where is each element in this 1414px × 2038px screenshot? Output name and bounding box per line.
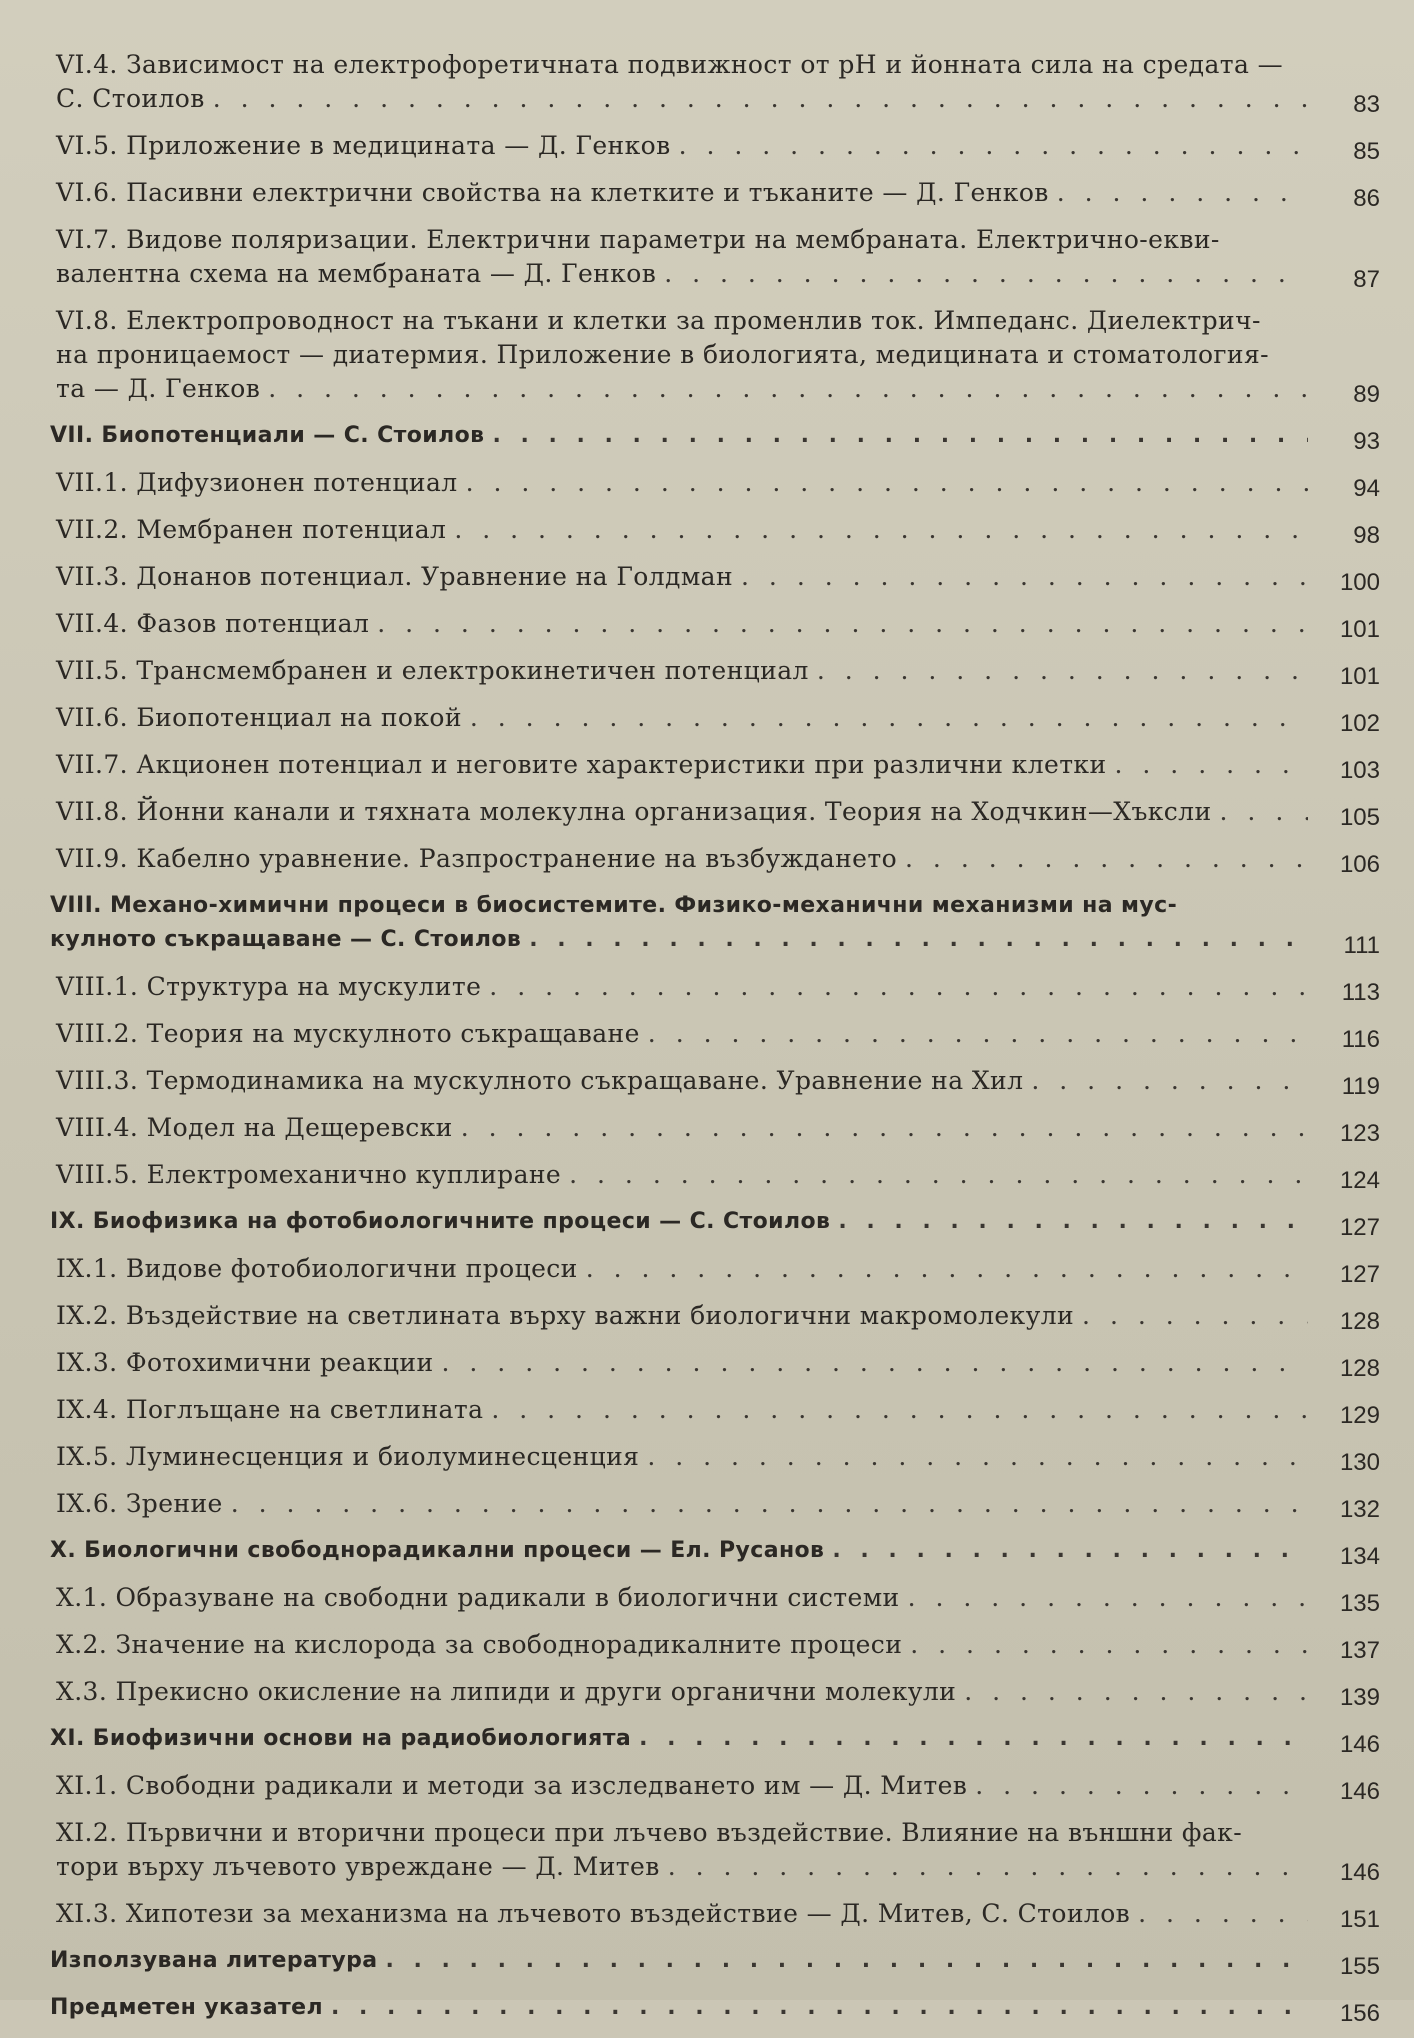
toc-entry-title (56, 1346, 1308, 1380)
toc-page-number: 123 (1339, 1120, 1380, 1147)
toc-entry-text: VIII.4. Модел на Дещеревски (56, 1113, 453, 1142)
toc-entry-line (56, 82, 1308, 116)
toc-entry-title (50, 419, 1308, 453)
toc-entry-title (56, 560, 1308, 594)
dot-leader (458, 466, 1308, 500)
toc-page-number: 124 (1339, 1167, 1380, 1194)
dot-leader (260, 372, 1308, 406)
toc-entry-title (56, 223, 1308, 291)
toc-entry (50, 1816, 1380, 1884)
toc-entry (50, 701, 1380, 735)
toc-entry-text: IX. Биофизика на фотобиологичните процеси — С. Стоилов (50, 1209, 831, 1234)
toc-entry-text: X. Биологични свободнорадикални процеси — Ел. Русанов (50, 1538, 825, 1563)
toc-page-number: 116 (1341, 1026, 1380, 1053)
toc-entry-line (56, 1299, 1308, 1333)
toc-entry-text: VII.3. Донанов потенциал. Уравнение на Голдман (56, 562, 734, 591)
toc-entry-text: VIII.5. Електромеханично куплиране (56, 1160, 562, 1189)
toc-entry-title (56, 466, 1308, 500)
toc-entry-text: VII.2. Мембранен потенциал (56, 515, 447, 544)
toc-entry-text: VI.5. Приложение в медицината — Д. Генков (56, 131, 671, 160)
toc-entry-text: та — Д. Генков (56, 374, 261, 403)
toc-entry-line (50, 1534, 1308, 1568)
toc-page-number: 94 (1353, 475, 1380, 502)
toc-entry-title (56, 748, 1308, 782)
toc-entry-text: XI. Биофизични основи на радиобиологията (50, 1726, 632, 1751)
toc-entry (50, 1064, 1380, 1098)
toc-entry-line (56, 223, 1308, 257)
toc-entry-text: VII.4. Фазов потенциал (56, 609, 370, 638)
toc-entry-line (50, 923, 1308, 957)
dot-leader (824, 1534, 1308, 1568)
toc-page-number: 128 (1339, 1355, 1380, 1382)
toc-entry-line (56, 466, 1308, 500)
toc-page-number: 89 (1353, 381, 1380, 408)
toc-entry-text: кулното съкращаване — С. Стоилов (50, 927, 522, 952)
toc-entry-line (50, 1944, 1308, 1978)
toc-page-number: 105 (1339, 804, 1380, 831)
toc-page-number: 146 (1339, 1778, 1380, 1805)
toc-entry (50, 1017, 1380, 1051)
dot-leader (378, 1944, 1309, 1978)
toc-entry-title (56, 1487, 1308, 1521)
toc-entry-title (56, 304, 1308, 406)
toc-entry-text: IX.5. Луминесценция и биолуминесценция (56, 1442, 640, 1471)
toc-entry-line (56, 1440, 1308, 1474)
toc-entry-line (56, 560, 1308, 594)
toc-entry-title (56, 1393, 1308, 1427)
toc-entry-title (50, 1534, 1308, 1568)
toc-entry-title (50, 889, 1308, 957)
toc-entry-text: на проницаемост — диатермия. Приложение в биологията, медицината и стоматология- (56, 340, 1269, 369)
toc-entry-line (50, 1722, 1308, 1756)
toc-entry-text: Предметен указател (50, 1995, 324, 2020)
toc-entry-title (56, 1897, 1308, 1931)
toc-page-number: 155 (1339, 1953, 1380, 1980)
toc-entry-line (56, 1346, 1308, 1380)
toc-entry (50, 1991, 1380, 2025)
toc-entry-line (56, 257, 1308, 291)
toc-entry (50, 560, 1380, 594)
toc-page-number: 127 (1339, 1214, 1380, 1241)
toc-entry-title (56, 795, 1308, 829)
toc-entry (50, 889, 1380, 957)
toc-page-number: 87 (1353, 266, 1380, 293)
dot-leader (809, 654, 1308, 688)
dot-leader (900, 1581, 1308, 1615)
toc-entry-line (56, 304, 1308, 338)
toc-page-number: 135 (1339, 1590, 1380, 1617)
toc-entry-line (56, 701, 1308, 735)
toc-entry (50, 1581, 1380, 1615)
toc-page-number: 146 (1339, 1731, 1380, 1758)
dot-leader (639, 1440, 1308, 1474)
toc-entry (50, 1111, 1380, 1145)
toc-entry (50, 176, 1380, 210)
dot-leader (671, 129, 1308, 163)
toc-page-number: 103 (1339, 757, 1380, 784)
toc-entry-text: IX.1. Видове фотобиологични процеси (56, 1254, 578, 1283)
dot-leader (434, 1346, 1308, 1380)
toc-entry-line (56, 1816, 1308, 1850)
toc-entry-title (56, 1111, 1308, 1145)
toc-entry-text: IX.3. Фотохимични реакции (56, 1348, 434, 1377)
dot-leader (484, 419, 1308, 453)
toc-entry-title (56, 607, 1308, 641)
toc-entry (50, 1675, 1380, 1709)
dot-leader (453, 1111, 1308, 1145)
toc-entry (50, 223, 1380, 291)
toc-entry-text: IX.6. Зрение (56, 1489, 223, 1518)
toc-page-number: 113 (1341, 979, 1380, 1006)
toc-page-number: 128 (1339, 1308, 1380, 1335)
toc-entry-line (56, 48, 1308, 82)
toc-entry-line (56, 1628, 1308, 1662)
dot-leader (521, 923, 1308, 957)
toc-entry-line (56, 1111, 1308, 1145)
toc-entry-title (56, 1064, 1308, 1098)
toc-entry-text: VIII.1. Структура на мускулите (56, 972, 482, 1001)
toc-entry-text: VIII. Механо-химични процеси в биосистемите. Физико-механични механизми на мус- (50, 893, 1178, 918)
toc-entry-line (56, 1581, 1308, 1615)
toc-entry-title (56, 1769, 1308, 1803)
toc-entry-title (56, 1816, 1308, 1884)
toc-entry-line (56, 1487, 1308, 1521)
toc-entry-title (56, 513, 1308, 547)
toc-entry-text: тори върху лъчевото увреждане — Д. Митев (56, 1852, 660, 1881)
toc-entry-title (56, 1440, 1308, 1474)
toc-entry-title (56, 48, 1308, 116)
toc-entry-line (56, 607, 1308, 641)
toc-entry-line (56, 176, 1308, 210)
toc-entry (50, 607, 1380, 641)
toc-entry-text: VI.7. Видове поляризации. Електрични параметри на мембраната. Електрично-екви- (56, 225, 1220, 254)
toc-entry-text: VII.6. Биопотенциал на покой (56, 703, 462, 732)
toc-entry-line (56, 372, 1308, 406)
toc-entry-text: X.2. Значение на кислорода за свободнорадикалните процеси (56, 1630, 903, 1659)
toc-entry-title (50, 1991, 1308, 2025)
toc-page-number: 101 (1339, 663, 1380, 690)
dot-leader (1074, 1299, 1308, 1333)
toc-entry-line (56, 338, 1308, 372)
toc-entry-title (56, 654, 1308, 688)
toc-entry-text: VIII.3. Термодинамика на мускулното съкращаване. Уравнение на Хил (56, 1066, 1024, 1095)
toc-entry-line (56, 1393, 1308, 1427)
toc-entry-line (56, 513, 1308, 547)
toc-page-number: 86 (1353, 185, 1380, 212)
toc-entry (50, 1944, 1380, 1978)
toc-entry-text: VII.5. Трансмембранен и електрокинетичен потенциал (56, 656, 809, 685)
toc-page-number: 127 (1339, 1261, 1380, 1288)
toc-entry-title (56, 1299, 1308, 1333)
toc-entry-line (56, 1897, 1308, 1931)
toc-page-number: 98 (1353, 522, 1380, 549)
dot-leader (1212, 795, 1308, 829)
dot-leader (481, 970, 1308, 1004)
toc-entry-line (56, 1158, 1308, 1192)
toc-entry-title (50, 1722, 1308, 1756)
dot-leader (1107, 748, 1308, 782)
dot-leader (902, 1628, 1308, 1662)
toc-entry (50, 1722, 1380, 1756)
dot-leader (967, 1769, 1308, 1803)
toc-page-number: 102 (1339, 710, 1380, 737)
toc-entry-title (50, 1944, 1308, 1978)
toc-entry-line (56, 654, 1308, 688)
dot-leader (462, 701, 1308, 735)
dot-leader (1023, 1064, 1308, 1098)
toc-entry (50, 654, 1380, 688)
dot-leader (323, 1991, 1308, 2025)
toc-entry-title (56, 1581, 1308, 1615)
dot-leader (561, 1158, 1308, 1192)
toc-entry-text: валентна схема на мембраната — Д. Генков (56, 259, 657, 288)
toc-entry-line (56, 842, 1308, 876)
toc-entry-title (56, 1252, 1308, 1286)
dot-leader (205, 82, 1308, 116)
toc-entry-title (56, 1017, 1308, 1051)
toc-entry-text: VII.8. Йонни канали и тяхната молекулна организация. Теория на Ходчкин—Хъксли (56, 797, 1212, 826)
toc-entry-line (56, 1252, 1308, 1286)
toc-entry-text: VII.9. Кабелно уравнение. Разпространение на възбуждането (56, 844, 898, 873)
toc-page-number: 137 (1339, 1637, 1380, 1664)
toc-entry-line (50, 1205, 1308, 1239)
toc-entry-text: XI.1. Свободни радикали и методи за изследването им — Д. Митев (56, 1771, 968, 1800)
toc-entry-title (56, 970, 1308, 1004)
toc-entry-line (56, 129, 1308, 163)
toc-entry-title (56, 701, 1308, 735)
toc-entry (50, 970, 1380, 1004)
toc-entry (50, 1487, 1380, 1521)
toc-entry-title (56, 1158, 1308, 1192)
toc-entry (50, 48, 1380, 116)
toc-entry (50, 1393, 1380, 1427)
toc-entry-text: VI.8. Електропроводност на тъкани и клетки за променлив ток. Импеданс. Диелектрич- (56, 306, 1261, 335)
toc-entry (50, 1205, 1380, 1239)
dot-leader (656, 257, 1308, 291)
toc-entry-line (56, 748, 1308, 782)
dot-leader (660, 1850, 1308, 1884)
toc-entry-title (56, 842, 1308, 876)
toc-page-number: 111 (1343, 932, 1380, 959)
toc-entry-text: VII.1. Дифузионен потенциал (56, 468, 458, 497)
toc-entry-text: VI.4. Зависимост на електрофоретичната подвижност от pH и йонната сила на средата — (56, 50, 1284, 79)
dot-leader (640, 1017, 1308, 1051)
dot-leader (733, 560, 1308, 594)
toc-entry-text: IX.4. Поглъщане на светлината (56, 1395, 484, 1424)
dot-leader (1049, 176, 1308, 210)
dot-leader (631, 1722, 1308, 1756)
toc-entry (50, 1299, 1380, 1333)
toc-entry-text: VII.7. Акционен потенциал и неговите характеристики при различни клетки (56, 750, 1107, 779)
toc-page-number: 93 (1353, 428, 1380, 455)
toc-entry-title (56, 129, 1308, 163)
toc-page-number: 106 (1339, 851, 1380, 878)
toc-entry-title (56, 176, 1308, 210)
toc-entry-text: XI.3. Хипотези за механизма на лъчевото въздействие — Д. Митев, С. Стоилов (56, 1899, 1131, 1928)
toc-entry-text: VI.6. Пасивни електрични свойства на клетките и тъканите — Д. Генков (56, 178, 1049, 207)
dot-leader (830, 1205, 1308, 1239)
toc-entry (50, 513, 1380, 547)
toc-entry-text: Използувана литература (50, 1948, 378, 1973)
toc-entry-text: IX.2. Въздействие на светлината върху важни биологични макромолекули (56, 1301, 1075, 1330)
toc-entry-line (56, 1769, 1308, 1803)
toc-entry-title (56, 1628, 1308, 1662)
toc-entry (50, 304, 1380, 406)
dot-leader (897, 842, 1308, 876)
toc-entry (50, 842, 1380, 876)
toc-entry (50, 419, 1380, 453)
toc-entry-line (50, 889, 1308, 923)
toc-entry-text: VIII.2. Теория на мускулното съкращаване (56, 1019, 640, 1048)
table-of-contents (50, 48, 1380, 2038)
toc-entry (50, 1769, 1380, 1803)
toc-entry-line (56, 795, 1308, 829)
dot-leader (223, 1487, 1308, 1521)
dot-leader (446, 513, 1308, 547)
dot-leader (483, 1393, 1308, 1427)
dot-leader (369, 607, 1308, 641)
toc-page-number: 156 (1339, 2000, 1380, 2027)
dot-leader (1130, 1897, 1308, 1931)
toc-entry (50, 1897, 1380, 1931)
toc-entry (50, 1534, 1380, 1568)
toc-entry-text: VII. Биопотенциали — С. Стоилов (50, 423, 485, 448)
toc-entry (50, 1158, 1380, 1192)
toc-page-number: 83 (1353, 91, 1380, 118)
toc-entry-line (56, 1064, 1308, 1098)
toc-entry-line (56, 1675, 1308, 1709)
toc-entry (50, 466, 1380, 500)
toc-entry-text: XI.2. Първични и вторични процеси при лъчево въздействие. Влияние на външни фак- (56, 1818, 1243, 1847)
dot-leader (578, 1252, 1308, 1286)
toc-entry-line (56, 1017, 1308, 1051)
toc-page-number: 129 (1339, 1402, 1380, 1429)
toc-page-number: 130 (1339, 1449, 1380, 1476)
toc-entry-text: С. Стоилов (56, 84, 205, 113)
toc-page-number: 151 (1339, 1906, 1380, 1933)
toc-page-number: 119 (1341, 1073, 1380, 1100)
toc-entry (50, 1440, 1380, 1474)
toc-entry-text: X.1. Образуване на свободни радикали в биологични системи (56, 1583, 900, 1612)
dot-leader (956, 1675, 1308, 1709)
toc-page-number: 101 (1339, 616, 1380, 643)
toc-entry-line (50, 1991, 1308, 2025)
toc-page-number: 139 (1339, 1684, 1380, 1711)
toc-entry-line (50, 419, 1308, 453)
toc-page-number: 146 (1339, 1859, 1380, 1886)
toc-page-number: 134 (1339, 1543, 1380, 1570)
toc-page-number: 132 (1339, 1496, 1380, 1523)
toc-entry (50, 1628, 1380, 1662)
toc-entry-line (56, 970, 1308, 1004)
toc-entry-title (56, 1675, 1308, 1709)
toc-entry-line (56, 1850, 1308, 1884)
toc-entry (50, 748, 1380, 782)
toc-entry-text: X.3. Прекисно окисление на липиди и други органични молекули (56, 1677, 957, 1706)
toc-entry (50, 1252, 1380, 1286)
toc-page-number: 100 (1339, 569, 1380, 596)
toc-entry (50, 795, 1380, 829)
toc-entry-title (50, 1205, 1308, 1239)
toc-entry (50, 129, 1380, 163)
toc-page-number: 85 (1353, 138, 1380, 165)
toc-entry (50, 1346, 1380, 1380)
